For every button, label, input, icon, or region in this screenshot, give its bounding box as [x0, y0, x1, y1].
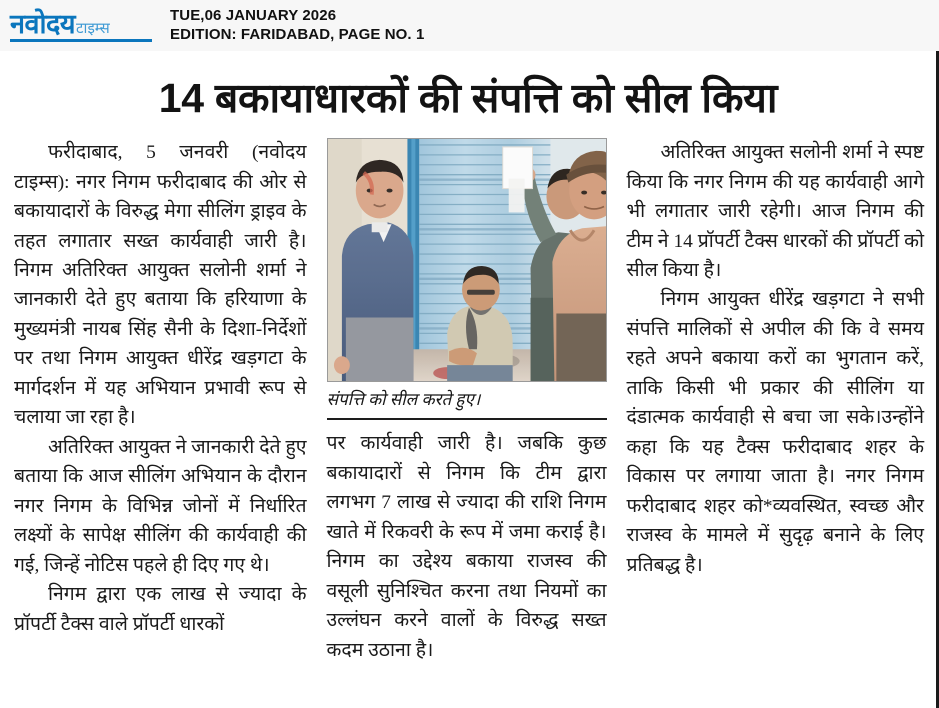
publication-date: TUE,06 JANUARY 2026 — [170, 7, 337, 25]
caption-divider — [327, 418, 607, 420]
article-column-middle — [319, 138, 615, 665]
paragraph: निगम द्वारा एक लाख से ज्यादा के प्रॉपर्टी टैक्स वाले प्रॉपर्टी धारकों — [14, 584, 307, 635]
article-column-right — [615, 138, 924, 665]
paragraph: अतिरिक्त आयुक्त ने जानकारी देते हुए बताया कि आज सीलिंग अभियान के दौरान नगर निगम के विभिन्न जोनों में निर्धारित लक्ष्यों के सापेक्ष सीलिंग की कार्यवाही की गई, जिन्हें नोटिस पहले ही दिए गए थे। — [14, 436, 307, 576]
edition-info — [170, 7, 424, 44]
paragraph: पर कार्यवाही जारी है। जबकि कुछ बकायादारों से निगम कि टीम द्वारा लगभग 7 लाख से ज्यादा की राशि निगम खाते में रिकवरी के रूप में जमा कराई है। निगम का उद्देश्य बकाया राजस्व की वसूली सुनिश्चित करना तथा नियमों का उल्लंघन करने वालों के विरुद्ध सख्त कदम उठाना है। — [326, 433, 607, 661]
article-headline: 14 बकायाधारकों की संपत्ति को सील किया — [158, 75, 778, 121]
masthead-header — [0, 0, 939, 51]
paragraph: अतिरिक्त आयुक्त सलोनी शर्मा ने स्पष्ट किया कि नगर निगम की यह कार्यवाही आगे भी लगातार जारी रहेगी। आज निगम की टीम ने 14 प्रॉपर्टी टैक्स धारकों की प्रॉपर्टी को सील किया है। — [626, 142, 924, 281]
article-columns — [0, 120, 936, 665]
article-photo — [327, 138, 607, 382]
newspaper-logo — [10, 11, 152, 42]
logo-primary-text: नवोदय — [10, 9, 75, 39]
article-column-left — [14, 138, 319, 665]
paragraph: निगम आयुक्त धीरेंद्र खड़गटा ने सभी संपत्ति मालिकों से अपील की कि वे समय रहते अपने बकाया करों का भुगतान करें, ताकि किसी भी प्रकार की सीलिंग या दंडात्मक कार्यवाही से बचा जा सके।उन्होंने कहा कि यह टैक्स फरीदाबाद शहर के विकास पर लगाया जाता है। नगर निगम फरीदाबाद शहर को*व्यवस्थित, स्वच्छ और राजस्व के मामले में सुदृढ़ बनाने के लिए प्रतिबद्ध है। — [626, 289, 924, 576]
logo-secondary-text: टाइम्स — [76, 20, 110, 37]
photo-illustration — [328, 139, 606, 381]
newspaper-clipping — [0, 51, 939, 708]
paragraph: फरीदाबाद, 5 जनवरी (नवोदय टाइम्स): नगर निगम फरीदाबाद की ओर से बकायादारों के विरुद्ध मेगा सीलिंग ड्राइव के तहत लगातार सख्त कार्यवाही जारी है। निगम अतिरिक्त आयुक्त सलोनी शर्मा ने जानकारी देते हुए बताया कि हरियाणा के मुख्यमंत्री नायब सिंह सैनी के दिशा-निर्देशों पर तथा निगम आयुक्त धीरेंद्र खड़गटा के मार्गदर्शन में यह अभियान प्रभावी रूप से चलाया जा रहा है। — [14, 142, 307, 429]
edition-page-line: EDITION: FARIDABAD, PAGE NO. 1 — [170, 25, 425, 43]
photo-caption: संपत्ति को सील करते हुए। — [326, 390, 481, 410]
